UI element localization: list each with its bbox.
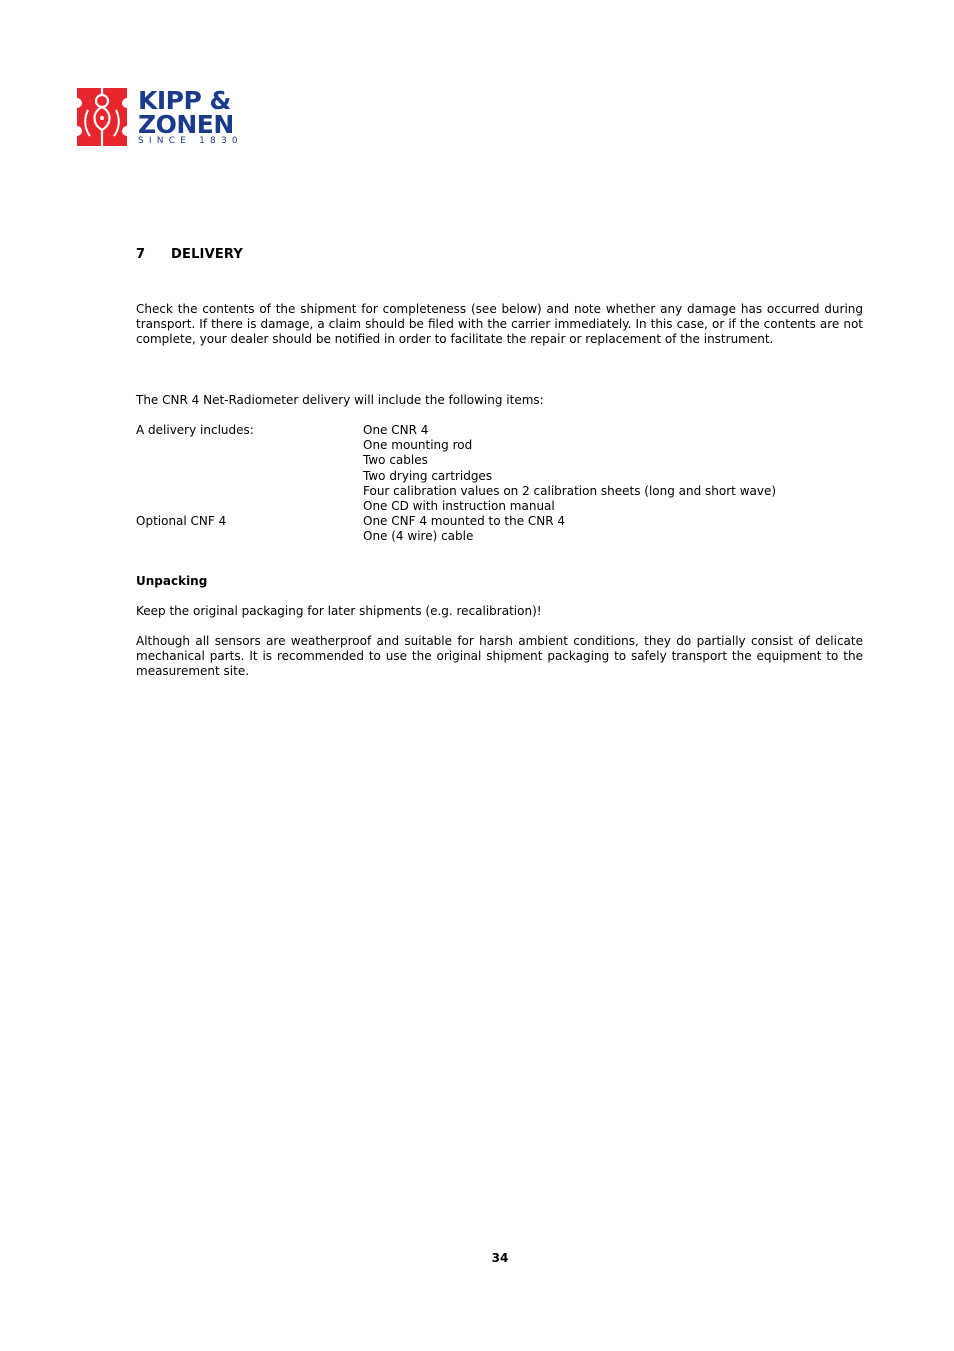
delivery-item-value: One CD with instruction manual — [363, 499, 555, 514]
section-number: 7 — [136, 247, 146, 262]
delivery-item-row — [136, 529, 863, 544]
logo-wordmark-line2: ZONEN — [138, 110, 234, 139]
delivery-item-value: Two cables — [363, 453, 428, 468]
delivery-item-label: A delivery includes: — [136, 423, 254, 437]
delivery-item-label — [136, 438, 363, 453]
delivery-item-value: One (4 wire) cable — [363, 529, 474, 544]
delivery-item-row — [136, 453, 863, 468]
intro-paragraph: Check the contents of the shipment for completeness (see below) and note whether any damage has occurred during transport. If there is damage, a claim should be filed with the carrier immediately. In this case, or if the contents are not complete, your dealer should be notified in order to facilitate the repair or replacement of the instrument. — [136, 302, 863, 347]
delivery-item-label: Optional CNF 4 — [136, 514, 227, 529]
delivery-item-value: One CNR 4 — [363, 423, 429, 437]
logo-emblem-icon — [74, 88, 130, 146]
delivery-item-label — [136, 453, 363, 468]
logo-tagline: SINCE 1830 — [138, 136, 243, 146]
delivery-item-label — [136, 484, 363, 499]
delivery-item-value: One mounting rod — [363, 438, 473, 453]
delivery-item-row — [136, 514, 863, 529]
unpacking-heading: Unpacking — [136, 574, 208, 588]
delivery-item-row — [136, 484, 863, 499]
logo-wordmark-line1: KIPP & — [138, 86, 231, 115]
delivery-item-row — [136, 438, 863, 453]
section-title: DELIVERY — [171, 247, 244, 262]
delivery-items-list — [136, 423, 863, 545]
delivery-item-value: Four calibration values on 2 calibration sheets (long and short wave) — [363, 483, 777, 498]
delivery-item-value: Two drying cartridges — [363, 468, 493, 483]
delivery-item-row — [136, 499, 863, 514]
delivery-item-label — [136, 469, 363, 484]
delivery-item-label — [136, 499, 363, 514]
delivery-item-value: One CNF 4 mounted to the CNR 4 — [363, 514, 566, 529]
page-number: 34 — [491, 1251, 509, 1265]
unpacking-paragraph-1: Keep the original packaging for later shipments (e.g. recalibration)! — [136, 604, 542, 618]
section-heading — [136, 247, 243, 263]
delivery-item-row — [136, 423, 863, 438]
delivery-item-row — [136, 469, 863, 484]
unpacking-paragraph-2: Although all sensors are weatherproof and suitable for harsh ambient conditions, they do partially consist of delicate mechanical parts. It is recommended to use the original shipment packaging to safely transport the equipment to the measurement site. — [136, 634, 863, 679]
items-intro-paragraph: The CNR 4 Net-Radiometer delivery will include the following items: — [136, 393, 544, 407]
company-logo — [74, 88, 264, 148]
delivery-item-label — [136, 529, 363, 544]
